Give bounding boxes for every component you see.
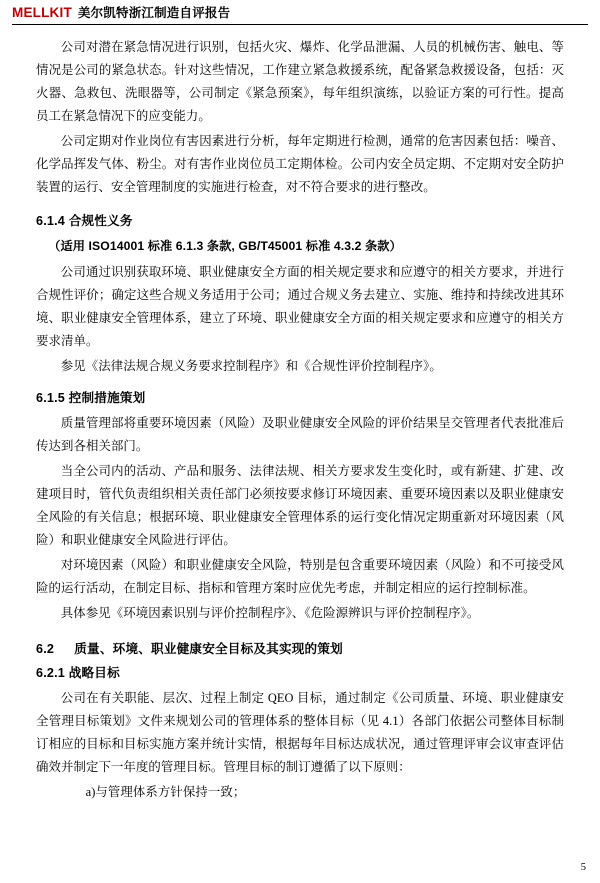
page-header	[0, 0, 600, 26]
paragraph-emergency: 公司对潜在紧急情况进行识别，包括火灾、爆炸、化学品泄漏、人员的机械伤害、触电、等情况是公司的紧急状态。针对这些情况，工作建立紧急救援系统，配备紧急救援设备，包括：灭火器、急救包、洗眼器等，公司制定《紧急预案》，每年组织演练，以验证方案的可行性。提高员工在紧急情况下的应变能力。	[36, 40, 564, 123]
heading-6-1-5: 6.1.5 控制措施策划	[36, 391, 146, 405]
heading-6-2-text: 质量、环境、职业健康安全目标及其实现的策划	[74, 642, 343, 656]
brand-logo: MELLKIT	[12, 5, 72, 20]
heading-6-1-4: 6.1.4 合规性义务	[36, 214, 133, 228]
paragraph-strategic-objectives: 公司在有关职能、层次、过程上制定 QEO 目标，通过制定《公司质量、环境、职业健康安全管理目标策划》文件来规划公司的管理体系的整体目标（见 4.1）各部门依据公司整体目标制订相应的目标和目标实施方案并统计实情，根据每年目标达成状况，通过管理评审会议审查评估确效并制定下一年度的管理目标。管理目标的制订遵循了以下原则：	[36, 691, 564, 774]
heading-6-2	[36, 639, 564, 659]
paragraph-control-priority: 对环境因素（风险）和职业健康安全风险，特别是包含重要环境因素（风险）和不可接受风险的运行活动，在制定目标、指标和管理方案时应优先考虑，并制定相应的运行控制标准。	[36, 558, 564, 595]
list-item	[36, 781, 564, 804]
heading-6-2-1: 6.2.1 战略目标	[36, 666, 120, 680]
heading-6-2-number: 6.2	[36, 642, 55, 656]
header-divider	[12, 24, 588, 25]
paragraph-control-reference: 具体参见《环境因素识别与评价控制程序》、《危险源辨识与评价控制程序》。	[60, 606, 480, 620]
paragraph-control-approval: 质量管理部将重要环境因素（风险）及职业健康安全风险的评价结果呈交管理者代表批准后传达到各相关部门。	[36, 416, 564, 453]
list-item-text: 与管理体系方针保持一致；	[95, 785, 246, 799]
list-item-label: a)	[85, 785, 96, 799]
page-number: 5	[580, 862, 586, 873]
paragraph-compliance-reference: 参见《法律法规合规义务要求控制程序》和《合规性评价控制程序》。	[60, 359, 442, 373]
paragraph-compliance-obligations: 公司通过识别获取环境、职业健康安全方面的相关规定要求和应遵守的相关方要求，并进行合规性评价；确定这些合规义务适用于公司；通过合规义务去建立、实施、维持和持续改进其环境、职业健康安全管理体系，建立了环境、职业健康安全方面的相关规定要求和应遵守的相关方要求清单。	[36, 265, 564, 348]
document-body	[36, 36, 564, 806]
note-standards-applicability: （适用 ISO14001 标准 6.1.3 条款, GB/T45001 标准 4.3.2 条款）	[48, 239, 402, 253]
paragraph-hazard-analysis: 公司定期对作业岗位有害因素进行分析，每年定期进行检测，通常的危害因素包括：噪音、化学品挥发气体、粉尘。对有害作业岗位员工定期体检。公司内安全员定期、不定期对安全防护装置的运行、安全管理制度的实施进行检查，对不符合要求的进行整改。	[36, 134, 564, 194]
header-title: 美尔凯特浙江制造自评报告	[77, 6, 231, 20]
paragraph-control-revision: 当全公司内的活动、产品和服务、法律法规、相关方要求发生变化时，或有新建、扩建、改建项目时，管代负责组织相关责任部门必须按要求修订环境因素、重要环境因素以及职业健康安全风险的有关信息；根据环境、职业健康安全管理体系的运行变化情况定期重新对环境因素（风险）和职业健康安全风险进行评估。	[36, 464, 564, 547]
